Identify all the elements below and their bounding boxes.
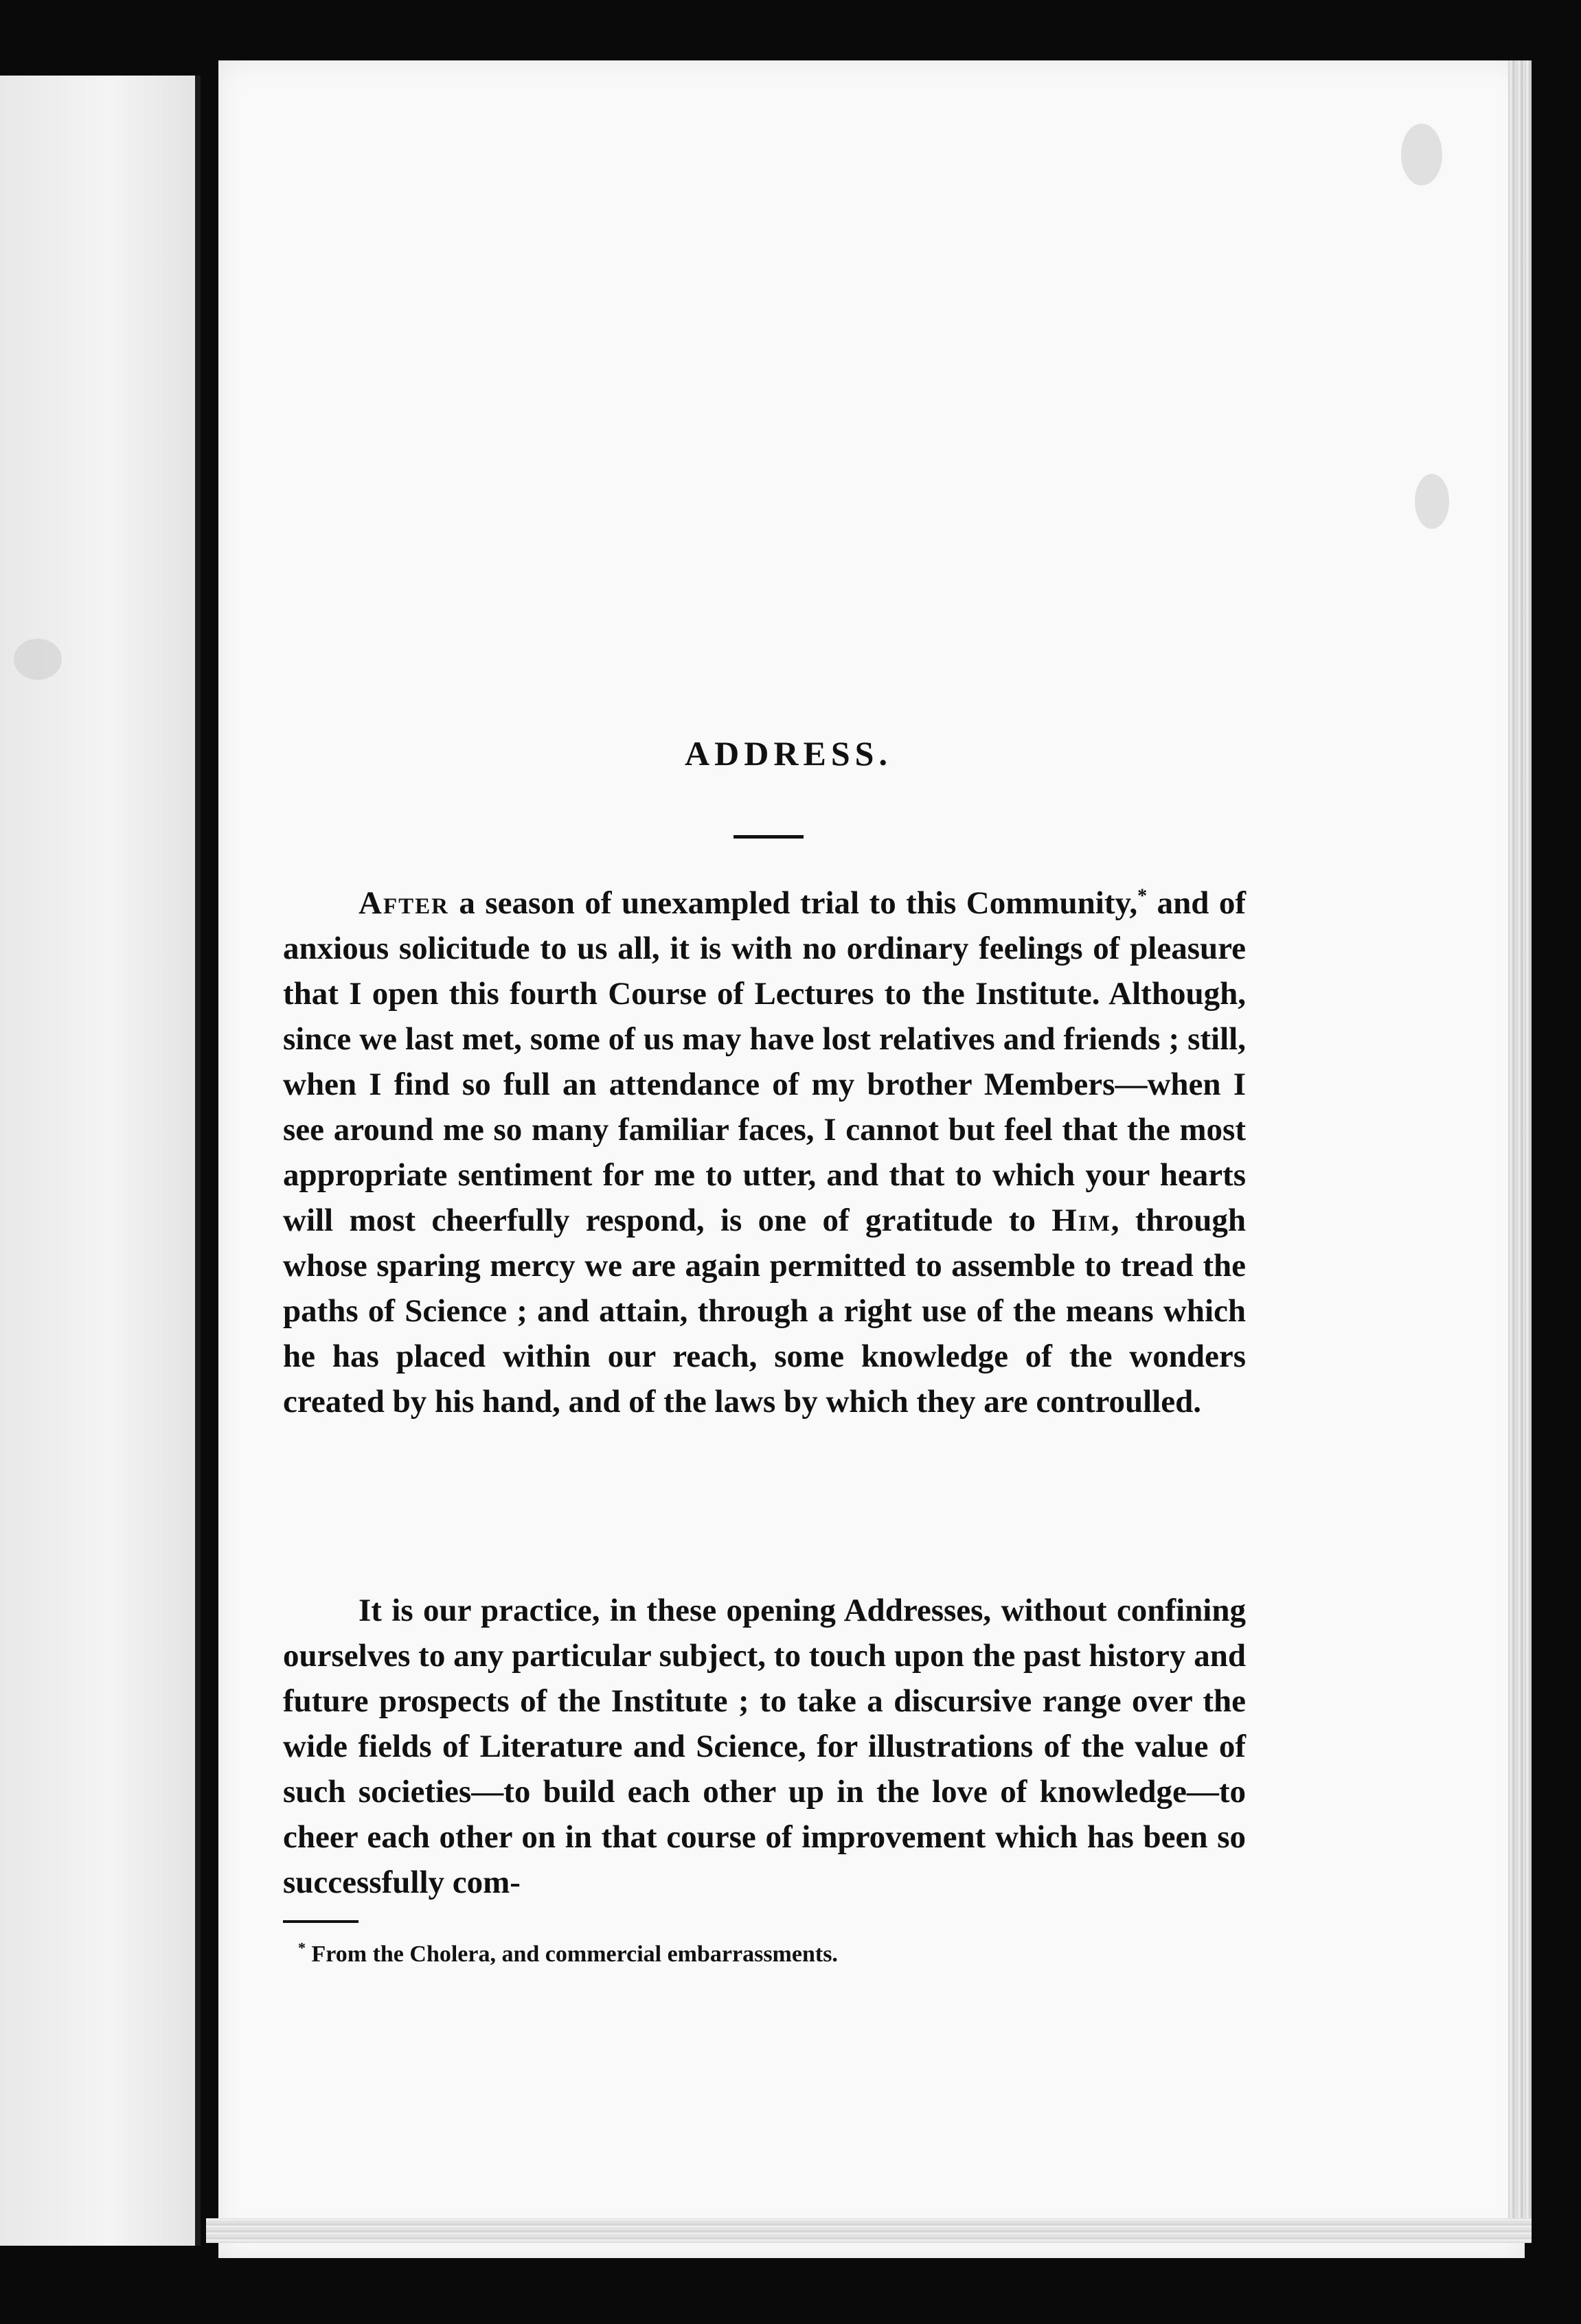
footnote-rule [283, 1920, 359, 1923]
page-title: ADDRESS. [685, 734, 892, 773]
paragraph-1 [283, 880, 1246, 1424]
paragraph-1-text-c: , through whose sparing mercy we are again permitted to assemble to tread the paths of Science ; and attain, through a right use of the means which he has placed within our reach, some knowledge of the wonders created by his hand, and of the laws by which they are controulled. [283, 1203, 1246, 1420]
previous-page-edge [0, 76, 201, 2246]
lead-word: After [359, 885, 449, 921]
paragraph-2: It is our practice, in these opening Addresses, without confining ourselves to any particular subject, to touch upon the past history and future prospects of the Institute ; to take a discursive range over the wide fields of Literature and Science, for illustrations of the value of such societies—to build each other up in the love of knowledge—to cheer each other on in that course of improvement which has been so successfully com- [283, 1593, 1246, 1900]
footnote-reference: * [1137, 885, 1148, 907]
scan-speck [14, 639, 62, 680]
scan-speck [1401, 124, 1442, 185]
footnote [298, 1939, 1246, 1970]
footnote-marker: * [298, 1939, 306, 1957]
paragraph-1-emphasis: Him [1051, 1203, 1111, 1238]
scan-speck [1415, 474, 1449, 529]
paragraph-1-text-a: a season of unexampled trial to this Community, [448, 885, 1138, 921]
paragraph-1-text-b: and of anxious solicitude to us all, it is with no ordinary feelings of pleasure that I open this fourth Course of Lectures to the Institute. Although, since we last met, some of us may have lost relatives and friends ; still, when I find so full an attendance of my brother Members—when I see around me so many familiar faces, I cannot but feel that the most appropriate sentiment for me to utter, and that to which your hearts will most cheerfully respond, is one of gratitude to [283, 885, 1247, 1238]
footnote-text: From the Cholera, and commercial embarrassments. [306, 1941, 838, 1967]
page-edge-right [1508, 60, 1532, 2243]
title-rule [733, 835, 804, 839]
page-edge-bottom [206, 2218, 1532, 2243]
